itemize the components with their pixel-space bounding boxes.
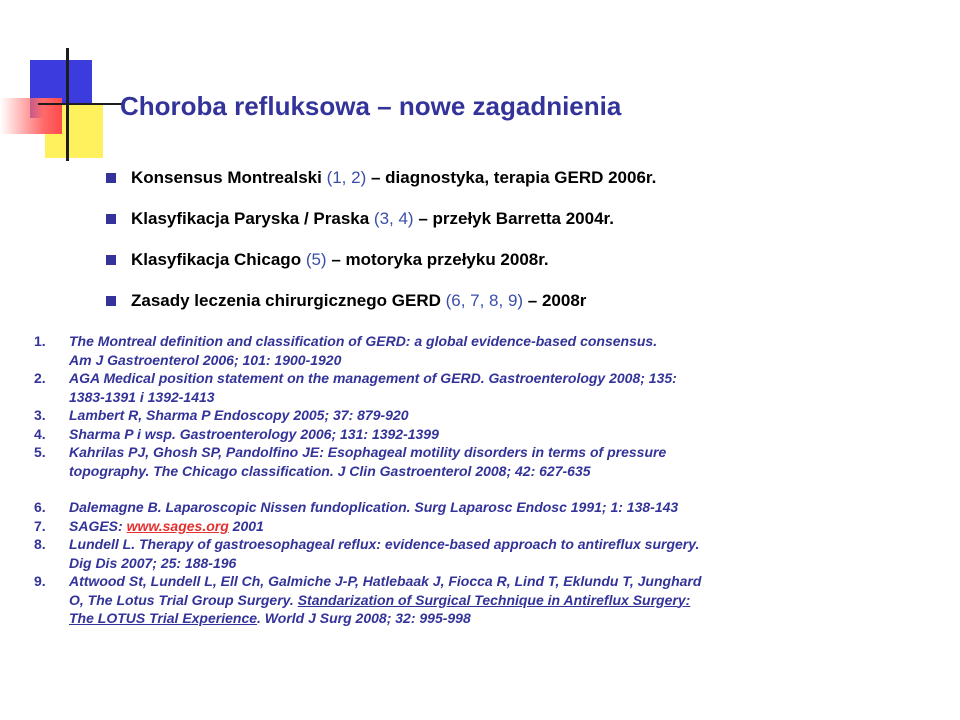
bullet-item bbox=[106, 250, 656, 291]
reference-gap bbox=[34, 480, 934, 498]
square-bullet-icon bbox=[106, 255, 116, 265]
bullet-tail: – 2008r bbox=[523, 291, 587, 310]
bullet-text: Klasyfikacja Paryska / Praska bbox=[131, 209, 374, 228]
reference-number: 7. bbox=[34, 517, 46, 534]
reference-line: Dalemagne B. Laparoscopic Nissen fundoplication. Surg Laparosc Endosc 1991; 1: 138-143 bbox=[69, 499, 679, 515]
reference-text: 2001 bbox=[228, 517, 264, 534]
reference-number: 4. bbox=[34, 425, 46, 442]
reference-item bbox=[34, 535, 934, 572]
bullet-ref: (6, 7, 8, 9) bbox=[445, 291, 524, 310]
square-bullet-icon bbox=[106, 173, 116, 183]
reference-number: 3. bbox=[34, 407, 46, 423]
reference-line bbox=[69, 517, 934, 536]
bullet-tail: – motoryka przełyku 2008r. bbox=[326, 250, 549, 269]
reference-number: 1. bbox=[34, 333, 46, 349]
reference-number: 9. bbox=[34, 573, 46, 589]
reference-item bbox=[34, 517, 934, 536]
reference-text: SAGES: bbox=[69, 517, 127, 534]
bullet-item bbox=[106, 209, 656, 250]
bullet-item bbox=[106, 168, 656, 209]
bullet-text: Zasady leczenia chirurgicznego GERD bbox=[131, 291, 446, 310]
bullet-ref: (5) bbox=[305, 250, 327, 269]
reference-item bbox=[34, 498, 934, 517]
reference-number: 2. bbox=[34, 370, 46, 386]
reference-number: 5. bbox=[34, 444, 46, 460]
bullet-item bbox=[106, 291, 656, 332]
bullet-list bbox=[106, 168, 656, 332]
reference-item bbox=[34, 406, 934, 425]
bullet-tail: – przełyk Barretta 2004r. bbox=[413, 209, 614, 228]
reference-line: 1383-1391 i 1392-1413 bbox=[69, 388, 215, 405]
reference-line: topography. The Chicago classification. J Clin Gastroenterol 2008; 42: 627-635 bbox=[69, 462, 591, 479]
bullet-tail: – diagnostyka, terapia GERD 2006r. bbox=[366, 168, 657, 187]
reference-line: Am J Gastroenterol 2006; 101: 1900-1920 bbox=[69, 351, 342, 368]
reference-line: The Montreal definition and classification of GERD: a global evidence-based consensus. bbox=[69, 333, 658, 349]
reference-item bbox=[34, 369, 934, 406]
square-bullet-icon bbox=[106, 296, 116, 306]
reference-line: Kahrilas PJ, Ghosh SP, Pandolfino JE: Esophageal motility disorders in terms of pressure bbox=[69, 444, 667, 460]
bullet-ref: (1, 2) bbox=[326, 168, 367, 187]
reference-line: Dig Dis 2007; 25: 188-196 bbox=[69, 554, 237, 571]
slide-title: Choroba refluksowa – nowe zagadnienia bbox=[120, 91, 622, 121]
reference-line: Lundell L. Therapy of gastroesophageal reflux: evidence-based approach to antireflux surgery. bbox=[69, 536, 700, 552]
reference-item bbox=[34, 572, 934, 628]
sages-link[interactable]: www.sages.org bbox=[126, 517, 229, 534]
reference-line bbox=[69, 609, 934, 628]
reference-item bbox=[34, 443, 934, 480]
reference-number: 8. bbox=[34, 536, 46, 552]
reference-line bbox=[69, 591, 934, 610]
reference-text: O, The Lotus Trial Group Surgery. bbox=[69, 591, 298, 608]
bullet-ref: (3, 4) bbox=[373, 209, 414, 228]
reference-text: . World J Surg 2008; 32: 995-998 bbox=[257, 610, 471, 626]
reference-item bbox=[34, 332, 934, 369]
bullet-text: Klasyfikacja Chicago bbox=[131, 250, 306, 269]
bullet-text: Konsensus Montrealski bbox=[131, 168, 327, 187]
reference-number: 6. bbox=[34, 499, 46, 515]
reference-line: AGA Medical position statement on the management of GERD. Gastroenterology 2008; 135: bbox=[69, 370, 677, 386]
reference-line: Attwood St, Lundell L, Ell Ch, Galmiche J-P, Hatlebaak J, Fiocca R, Lind T, Eklundu T, Junghard bbox=[69, 573, 702, 589]
square-bullet-icon bbox=[106, 214, 116, 224]
reference-line: Lambert R, Sharma P Endoscopy 2005; 37: 879-920 bbox=[69, 407, 409, 423]
reference-line: Sharma P i wsp. Gastroenterology 2006; 131: 1392-1399 bbox=[69, 425, 439, 442]
lotus-article-link-cont[interactable]: The LOTUS Trial Experience bbox=[69, 610, 258, 626]
reference-list bbox=[34, 332, 934, 628]
reference-item bbox=[34, 425, 934, 444]
lotus-article-link[interactable]: Standarization of Surgical Technique in Antireflux Surgery: bbox=[297, 591, 691, 608]
decor-horizontal-line bbox=[38, 103, 122, 105]
